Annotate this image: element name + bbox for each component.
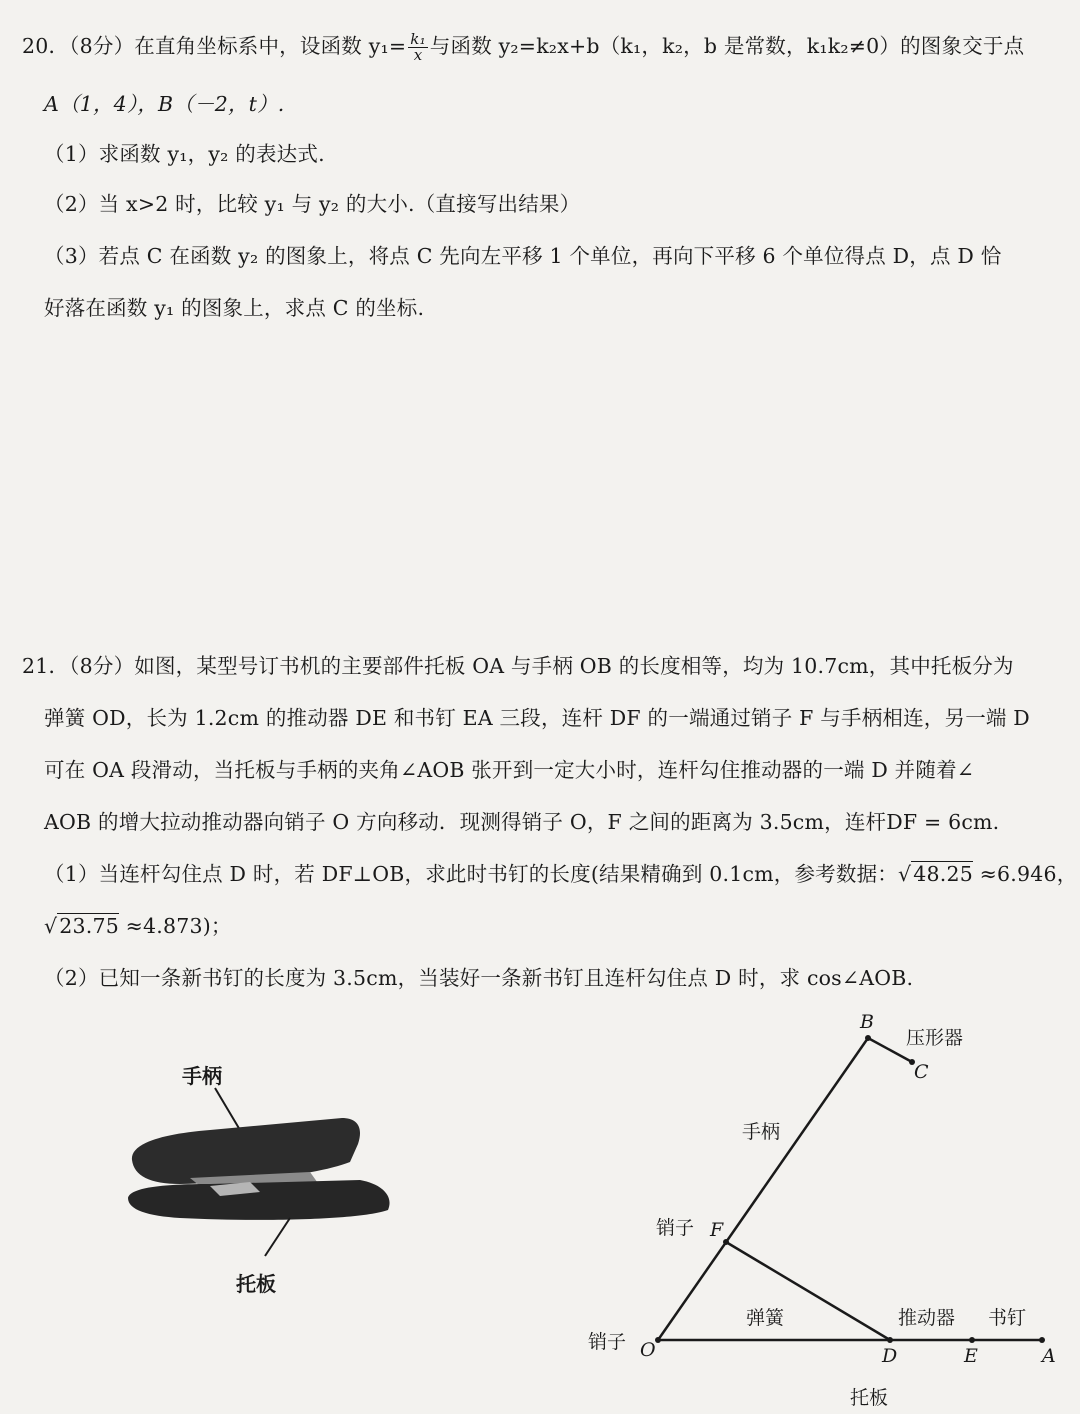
point-B-dot (865, 1035, 871, 1041)
point-O-dot (655, 1337, 661, 1343)
q21-line1: 21．（8分）如图，某型号订书机的主要部件托板 OA 与手柄 OB 的长度相等，均为 10.7cm，其中托板分为 (22, 654, 1014, 678)
q21-part1-approx1: ≈6.946， (972, 862, 1078, 886)
sqrt-symbol: √ (897, 862, 912, 886)
point-D-dot (887, 1337, 893, 1343)
point-B-label: B (860, 1011, 874, 1033)
q21-part1-text: （1）当连杆勾住点 D 时，若 DF⊥OB，求此时书钉的长度(结果精确到 0.1cm，参考数据： (44, 862, 898, 886)
label-presser: 压形器 (906, 1027, 964, 1049)
q21-part1-approx2: ≈4.873)； (118, 914, 232, 938)
q20-part1: （1）求函数 y₁，y₂ 的表达式. (44, 142, 325, 166)
stapler-photo (120, 1060, 410, 1310)
sqrt-radicand-1: 48.25 (913, 862, 973, 886)
point-E-label: E (964, 1345, 978, 1367)
point-F-label: F (710, 1219, 724, 1241)
label-base: 托板 (850, 1387, 889, 1409)
q20-part3-line1: （3）若点 C 在函数 y₂ 的图象上，将点 C 先向左平移 1 个单位，再向下平移 6 个单位得点 D，点 D 恰 (44, 244, 1002, 268)
q21-line4: AOB 的增大拉动推动器向销子 O 方向移动．现测得销子 O，F 之间的距离为 3.5cm，连杆DF = 6cm. (44, 810, 1000, 834)
fraction-denominator: x (413, 46, 423, 64)
point-F-dot (723, 1239, 729, 1245)
sqrt-symbol: √ (44, 914, 58, 938)
label-pusher: 推动器 (898, 1307, 956, 1329)
q21-part1-line1 (44, 860, 1077, 888)
sqrt-radicand-2: 23.75 (59, 914, 119, 938)
fraction-k1-over-x (408, 32, 428, 63)
point-A-dot (1039, 1337, 1045, 1343)
point-O-label: O (640, 1339, 656, 1361)
point-A-label: A (1042, 1345, 1056, 1367)
q20-part3-line2: 好落在函数 y₁ 的图象上，求点 C 的坐标. (44, 296, 425, 320)
q21-line3: 可在 OA 段滑动，当托板与手柄的夹角∠AOB 张开到一定大小时，连杆勾住推动器的一端 D 并随着∠ (44, 758, 975, 782)
point-C-label: C (914, 1061, 929, 1083)
label-staple: 书钉 (988, 1307, 1027, 1329)
q21-part2: （2）已知一条新书钉的长度为 3.5cm，当装好一条新书钉且连杆勾住点 D 时，求 cos∠AOB. (44, 966, 914, 990)
label-spring: 弹簧 (746, 1307, 785, 1329)
label-pin-F: 销子 (656, 1217, 695, 1239)
q20-header (22, 32, 1024, 63)
q20-header-text-rest: 与函数 y₂=k₂x+b（k₁，k₂，b 是常数，k₁k₂≠0）的图象交于点 (429, 34, 1025, 58)
label-pin-O: 销子 (588, 1331, 627, 1353)
q20-header-text: 20．（8分）在直角坐标系中，设函数 y₁= (22, 34, 407, 58)
label-handle: 手柄 (742, 1121, 781, 1143)
q21-line2: 弹簧 OD，长为 1.2cm 的推动器 DE 和书钉 EA 三段，连杆 DF 的一端通过销子 F 与手柄相连，另一端 D (44, 706, 1030, 730)
q20-points-line: A（1，4），B（－2，t）. (44, 92, 285, 116)
point-D-label: D (882, 1345, 898, 1367)
photo-label-handle: 手柄 (182, 1064, 222, 1088)
q21-part1-line2 (44, 912, 232, 940)
photo-label-base: 托板 (236, 1272, 276, 1296)
stapler-drawing (120, 1060, 410, 1310)
fraction-numerator: k₁ (410, 30, 426, 48)
q20-part2: （2）当 x>2 时，比较 y₁ 与 y₂ 的大小.（直接写出结果） (44, 192, 581, 216)
stapler-diagram (580, 1000, 1060, 1414)
point-E-dot (969, 1337, 975, 1343)
line-OB (658, 1038, 868, 1340)
